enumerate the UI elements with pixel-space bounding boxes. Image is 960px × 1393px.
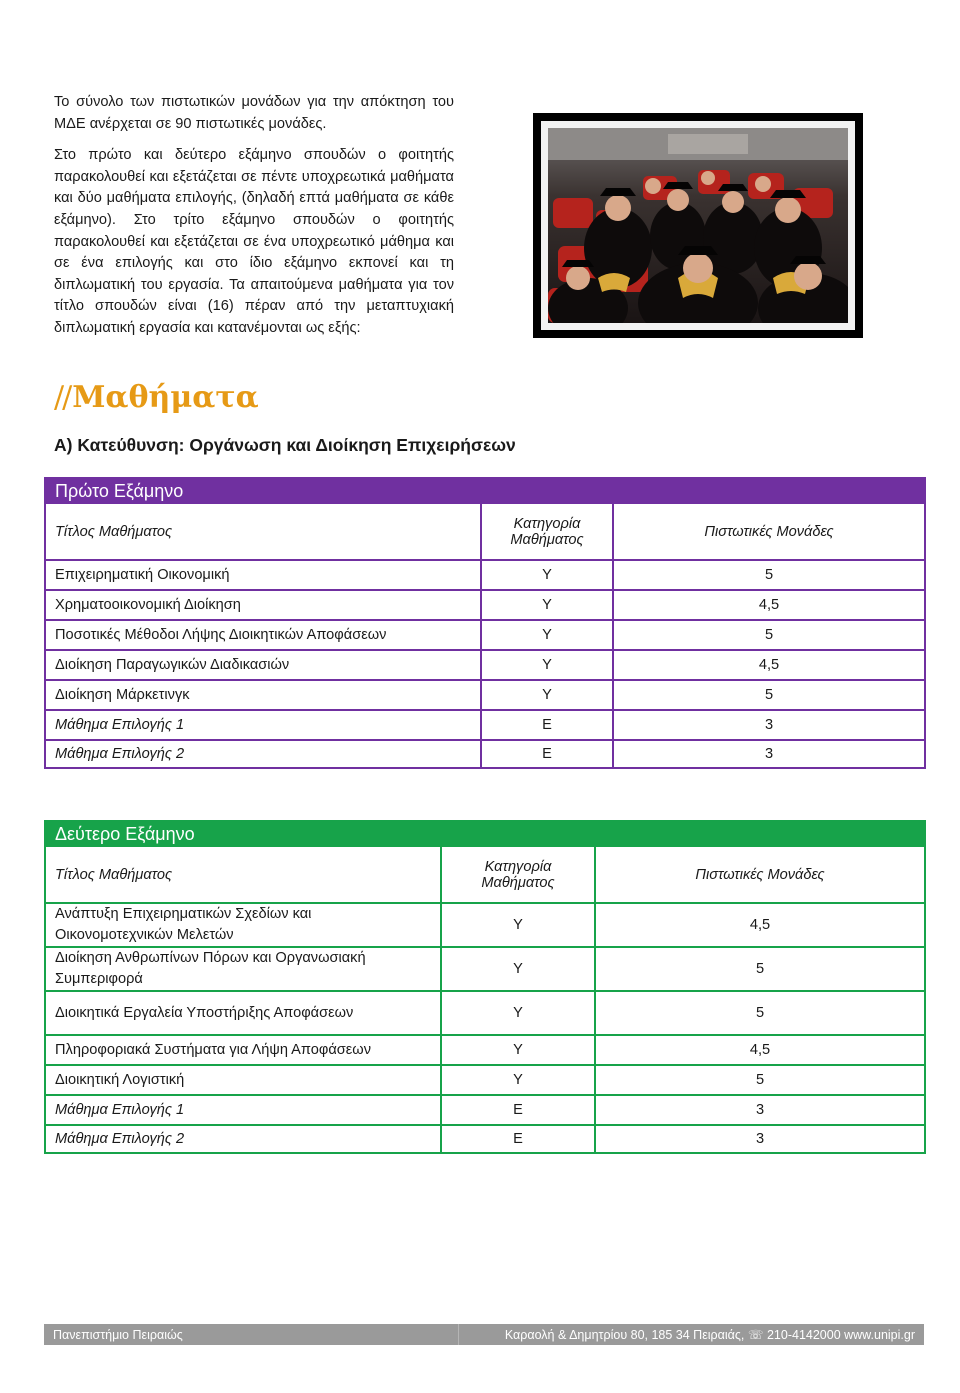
- header-course-title: Τίτλος Μαθήματος: [45, 847, 441, 903]
- course-title: Μάθημα Επιλογής 1: [45, 710, 481, 740]
- course-credits: 5: [613, 620, 925, 650]
- course-credits: 5: [595, 947, 925, 991]
- course-credits: 3: [613, 740, 925, 768]
- course-title: Ποσοτικές Μέθοδοι Λήψης Διοικητικών Αποφάσεων: [45, 620, 481, 650]
- header-credits: Πιστωτικές Μονάδες: [595, 847, 925, 903]
- section-title: [54, 380, 259, 415]
- section-title-text: Μαθήματα: [72, 380, 259, 415]
- course-title: Μάθημα Επιλογής 2: [45, 1125, 441, 1153]
- header-credits: Πιστωτικές Μονάδες: [613, 504, 925, 560]
- header-course-title: Τίτλος Μαθήματος: [45, 504, 481, 560]
- course-category: Υ: [481, 620, 613, 650]
- course-credits: 5: [613, 560, 925, 590]
- footer-contact: Καραολή & Δημητρίου 80, 185 34 Πειραιάς, ☏ 210-4142000 www.unipi.gr: [504, 1328, 915, 1342]
- course-category: Υ: [441, 991, 595, 1035]
- course-title: Χρηματοοικονομική Διοίκηση: [45, 590, 481, 620]
- footer-divider: [458, 1324, 459, 1345]
- semester-2-table: [44, 820, 926, 1154]
- course-category: Ε: [481, 710, 613, 740]
- course-credits: 3: [613, 710, 925, 740]
- table-row: [45, 620, 925, 650]
- course-category: Υ: [481, 590, 613, 620]
- table-row: [45, 740, 925, 768]
- page-footer: [44, 1324, 924, 1345]
- table-row: [45, 650, 925, 680]
- course-title: Πληροφοριακά Συστήματα για Λήψη Αποφάσεων: [45, 1035, 441, 1065]
- course-credits: 4,5: [613, 590, 925, 620]
- course-title: Διοικητική Λογιστική: [45, 1065, 441, 1095]
- intro-paragraph-2: Στο πρώτο και δεύτερο εξάμηνο σπουδών ο φοιτητής παρακολουθεί και εξετάζεται σε πέντε υποχρεωτικά μαθήματα και δύο μαθήματα επιλογής, (δηλαδή επτά μαθήματα σε κάθε εξάμηνο). Στο τρίτο εξάμηνο σπουδών ο φοιτητής παρακολουθεί και εξετάζεται σε ένα υποχρεωτικό μάθημα και σε ένα επιλογής και στο ίδιο εξάμηνο εκπονεί και τη διπλωματική του εργασία. Τα απαιτούμενα μαθήματα για τον τίτλο σπουδών είναι (16) πέραν από την μεταπτυχιακή διπλωματική εργασία και κατανέμονται ως εξής:: [54, 147, 454, 336]
- semester-1-title: Πρώτο Εξάμηνο: [45, 478, 925, 504]
- table-row: [45, 1095, 925, 1125]
- course-category: Υ: [441, 903, 595, 947]
- semester-1-table: [44, 477, 926, 769]
- direction-heading: Α) Κατεύθυνση: Οργάνωση και Διοίκηση Επιχειρήσεων: [54, 435, 516, 455]
- course-credits: 4,5: [595, 903, 925, 947]
- table-row: [45, 680, 925, 710]
- table-row: [45, 710, 925, 740]
- course-title: Ανάπτυξη Επιχειρηματικών Σχεδίων και Οικονομοτεχνικών Μελετών: [45, 903, 441, 947]
- course-category: Ε: [441, 1095, 595, 1125]
- section-slashes: //: [54, 380, 71, 415]
- course-credits: 4,5: [613, 650, 925, 680]
- table-header: [45, 504, 925, 560]
- course-credits: 3: [595, 1125, 925, 1153]
- table-row: [45, 947, 925, 991]
- table-row: [45, 1065, 925, 1095]
- intro-text: [54, 92, 454, 340]
- table-row: [45, 903, 925, 947]
- course-category: Υ: [481, 650, 613, 680]
- course-category: Υ: [441, 1035, 595, 1065]
- course-credits: 5: [595, 991, 925, 1035]
- table-row: [45, 560, 925, 590]
- course-title: Διοικητικά Εργαλεία Υποστήριξης Αποφάσεων: [45, 991, 441, 1035]
- course-title: Επιχειρηματική Οικονομική: [45, 560, 481, 590]
- course-credits: 3: [595, 1095, 925, 1125]
- header-category: Κατηγορία Μαθήματος: [441, 847, 595, 903]
- course-category: Ε: [441, 1125, 595, 1153]
- footer-university: Πανεπιστήμιο Πειραιώς: [53, 1327, 183, 1342]
- course-credits: 4,5: [595, 1035, 925, 1065]
- course-category: Υ: [481, 680, 613, 710]
- header-category: Κατηγορία Μαθήματος: [481, 504, 613, 560]
- course-category: Ε: [481, 740, 613, 768]
- course-credits: 5: [595, 1065, 925, 1095]
- table-row: [45, 991, 925, 1035]
- course-category: Υ: [441, 1065, 595, 1095]
- semester-2-title: Δεύτερο Εξάμηνο: [45, 821, 925, 847]
- course-category: Υ: [481, 560, 613, 590]
- course-title: Μάθημα Επιλογής 1: [45, 1095, 441, 1125]
- table-header: [45, 847, 925, 903]
- graduation-photo: [533, 113, 863, 338]
- course-credits: 5: [613, 680, 925, 710]
- intro-paragraph-1: Το σύνολο των πιστωτικών μονάδων για την απόκτηση του ΜΔΕ ανέρχεται σε 90 πιστωτικές μονάδες.: [54, 94, 454, 132]
- table-row: [45, 1125, 925, 1153]
- course-category: Υ: [441, 947, 595, 991]
- course-title: Διοίκηση Παραγωγικών Διαδικασιών: [45, 650, 481, 680]
- course-title: Διοίκηση Ανθρωπίνων Πόρων και Οργανωσιακή Συμπεριφορά: [45, 947, 441, 991]
- table-row: [45, 1035, 925, 1065]
- course-title: Διοίκηση Μάρκετινγκ: [45, 680, 481, 710]
- table-row: [45, 590, 925, 620]
- graduation-ceremony-image: [548, 128, 848, 323]
- course-title: Μάθημα Επιλογής 2: [45, 740, 481, 768]
